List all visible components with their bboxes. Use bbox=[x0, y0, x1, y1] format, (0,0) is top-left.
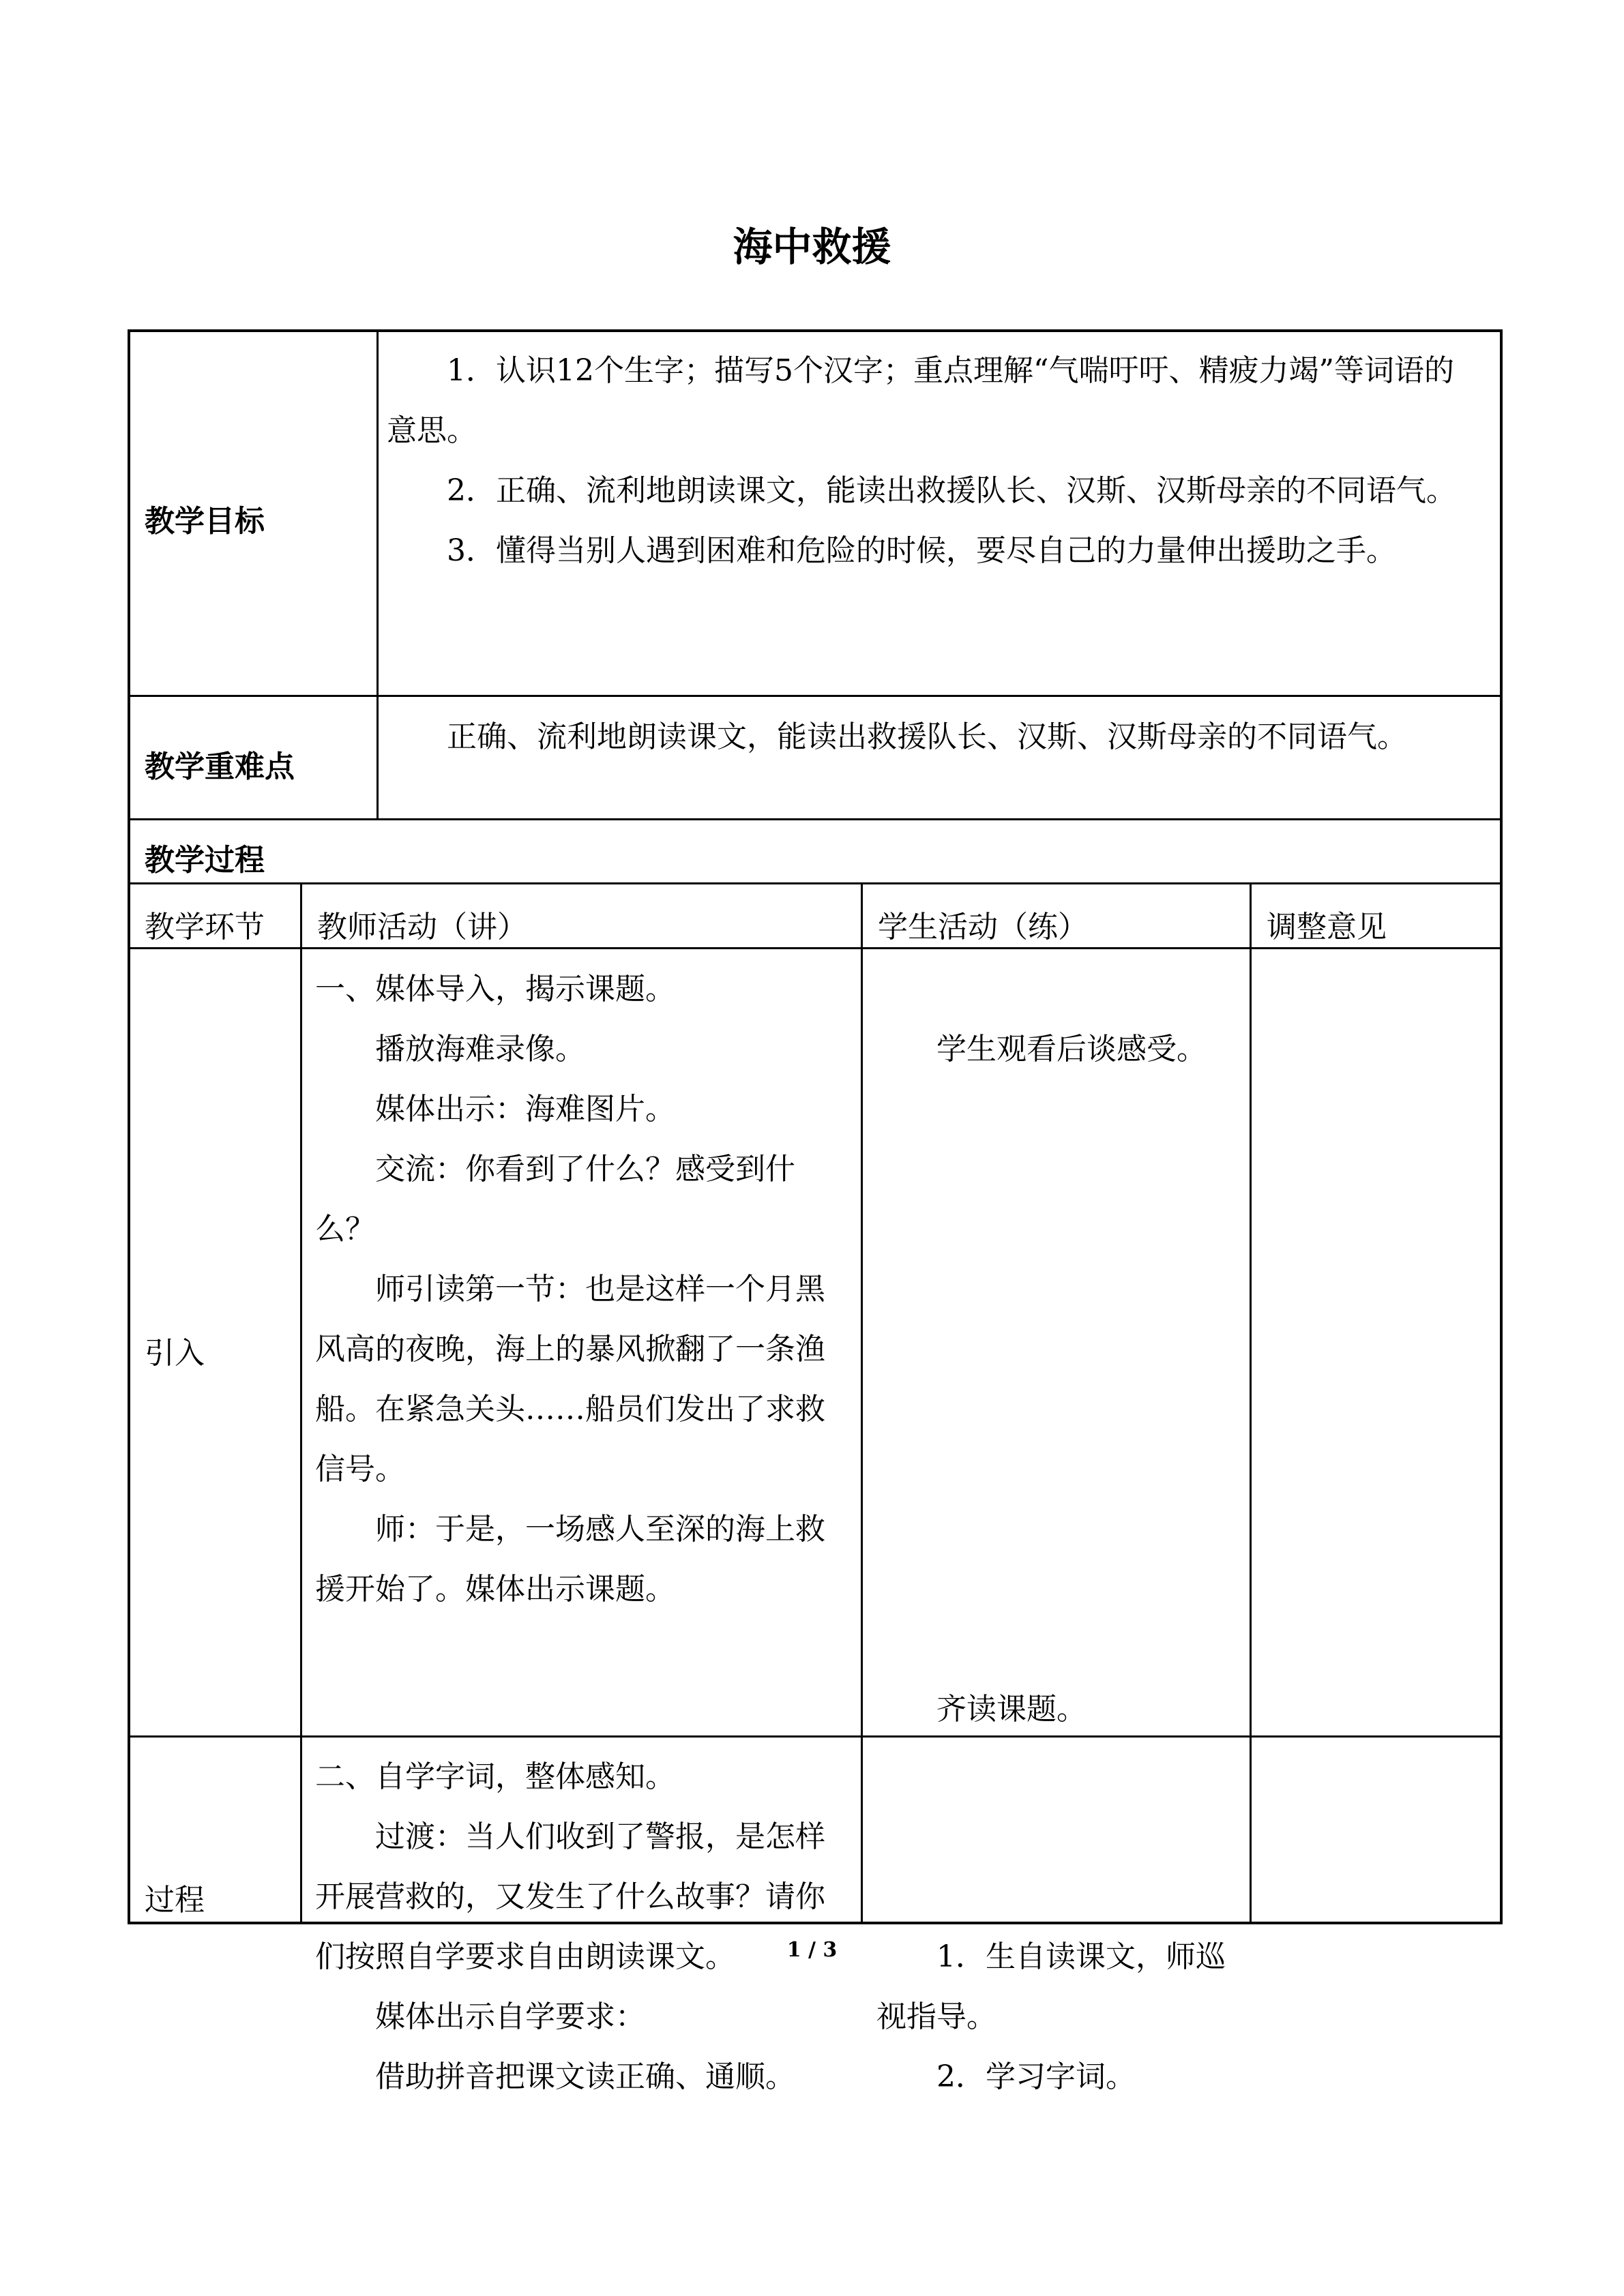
column-divider bbox=[1250, 882, 1252, 1924]
key-points-text: 正确、流利地朗读课文，能读出救援队长、汉斯、汉斯母亲的不同语气。 bbox=[447, 719, 1407, 754]
row-divider bbox=[128, 818, 1503, 820]
teacher-line: 师：于是，一场感人至深的海上救援开始了。媒体出示课题。 bbox=[315, 1512, 825, 1607]
page-number: 1 / 3 bbox=[786, 1938, 838, 1962]
row-divider bbox=[128, 882, 1503, 884]
teacher-activity-cell bbox=[315, 1747, 847, 2107]
column-divider bbox=[377, 329, 379, 818]
stage-cell: 引入 bbox=[145, 1336, 205, 1371]
key-points-label: 教学重难点 bbox=[145, 749, 295, 784]
stage-cell: 过程 bbox=[145, 1883, 205, 1918]
teacher-line: 交流：你看到了什么？感受到什么？ bbox=[315, 1152, 795, 1247]
column-header-stage: 教学环节 bbox=[145, 910, 265, 944]
student-activity-cell bbox=[876, 1680, 1235, 1740]
objective-item: 3．懂得当别人遇到困难和危险的时候，要尽自己的力量伸出援助之手。 bbox=[447, 533, 1396, 568]
teacher-line: 播放海难录像。 bbox=[375, 1032, 585, 1067]
student-activity-cell bbox=[876, 1019, 1235, 1079]
teacher-line: 借助拼音把课文读正确、通顺。 bbox=[375, 2059, 795, 2094]
teacher-line: 一、媒体导入，揭示课题。 bbox=[315, 972, 675, 1007]
student-line: 齐读课题。 bbox=[936, 1692, 1087, 1727]
objectives-content bbox=[387, 341, 1478, 581]
teacher-line: 媒体出示自学要求： bbox=[375, 1999, 645, 2034]
student-line: 2．学习字词。 bbox=[936, 2059, 1136, 2094]
objective-item: 2．正确、流利地朗读课文，能读出救援队长、汉斯、汉斯母亲的不同语气。 bbox=[447, 473, 1456, 508]
column-header-student: 学生活动（练） bbox=[878, 910, 1088, 944]
teacher-line: 媒体出示：海难图片。 bbox=[375, 1092, 675, 1127]
row-divider bbox=[128, 695, 1503, 697]
row-divider bbox=[128, 1735, 1503, 1738]
teacher-line: 二、自学字词，整体感知。 bbox=[315, 1759, 675, 1794]
document-title: 海中救援 bbox=[733, 224, 891, 270]
teacher-line: 师引读第一节：也是这样一个月黑风高的夜晚，海上的暴风掀翻了一条渔船。在紧急关头……船员们发出了求救信号。 bbox=[315, 1272, 825, 1487]
objectives-label: 教学目标 bbox=[145, 504, 265, 539]
student-line: 1．生自读课文，师巡视指导。 bbox=[876, 1939, 1226, 2034]
teacher-activity-cell bbox=[315, 959, 847, 1620]
student-line: 学生观看后谈感受。 bbox=[936, 1032, 1207, 1067]
column-divider bbox=[861, 882, 863, 1924]
column-header-teacher: 教师活动（讲） bbox=[317, 910, 527, 944]
process-label: 教学过程 bbox=[145, 843, 265, 878]
column-divider bbox=[300, 882, 302, 1924]
column-header-adjust: 调整意见 bbox=[1267, 910, 1387, 944]
objective-item: 1．认识12个生字；描写5个汉字；重点理解“气喘吁吁、精疲力竭”等词语的意思。 bbox=[387, 353, 1454, 448]
key-points-content bbox=[387, 707, 1478, 767]
teacher-line: 过渡：当人们收到了警报，是怎样开展营救的，又发生了什么故事？请你们按照自学要求自由朗读课文。 bbox=[315, 1819, 825, 1974]
